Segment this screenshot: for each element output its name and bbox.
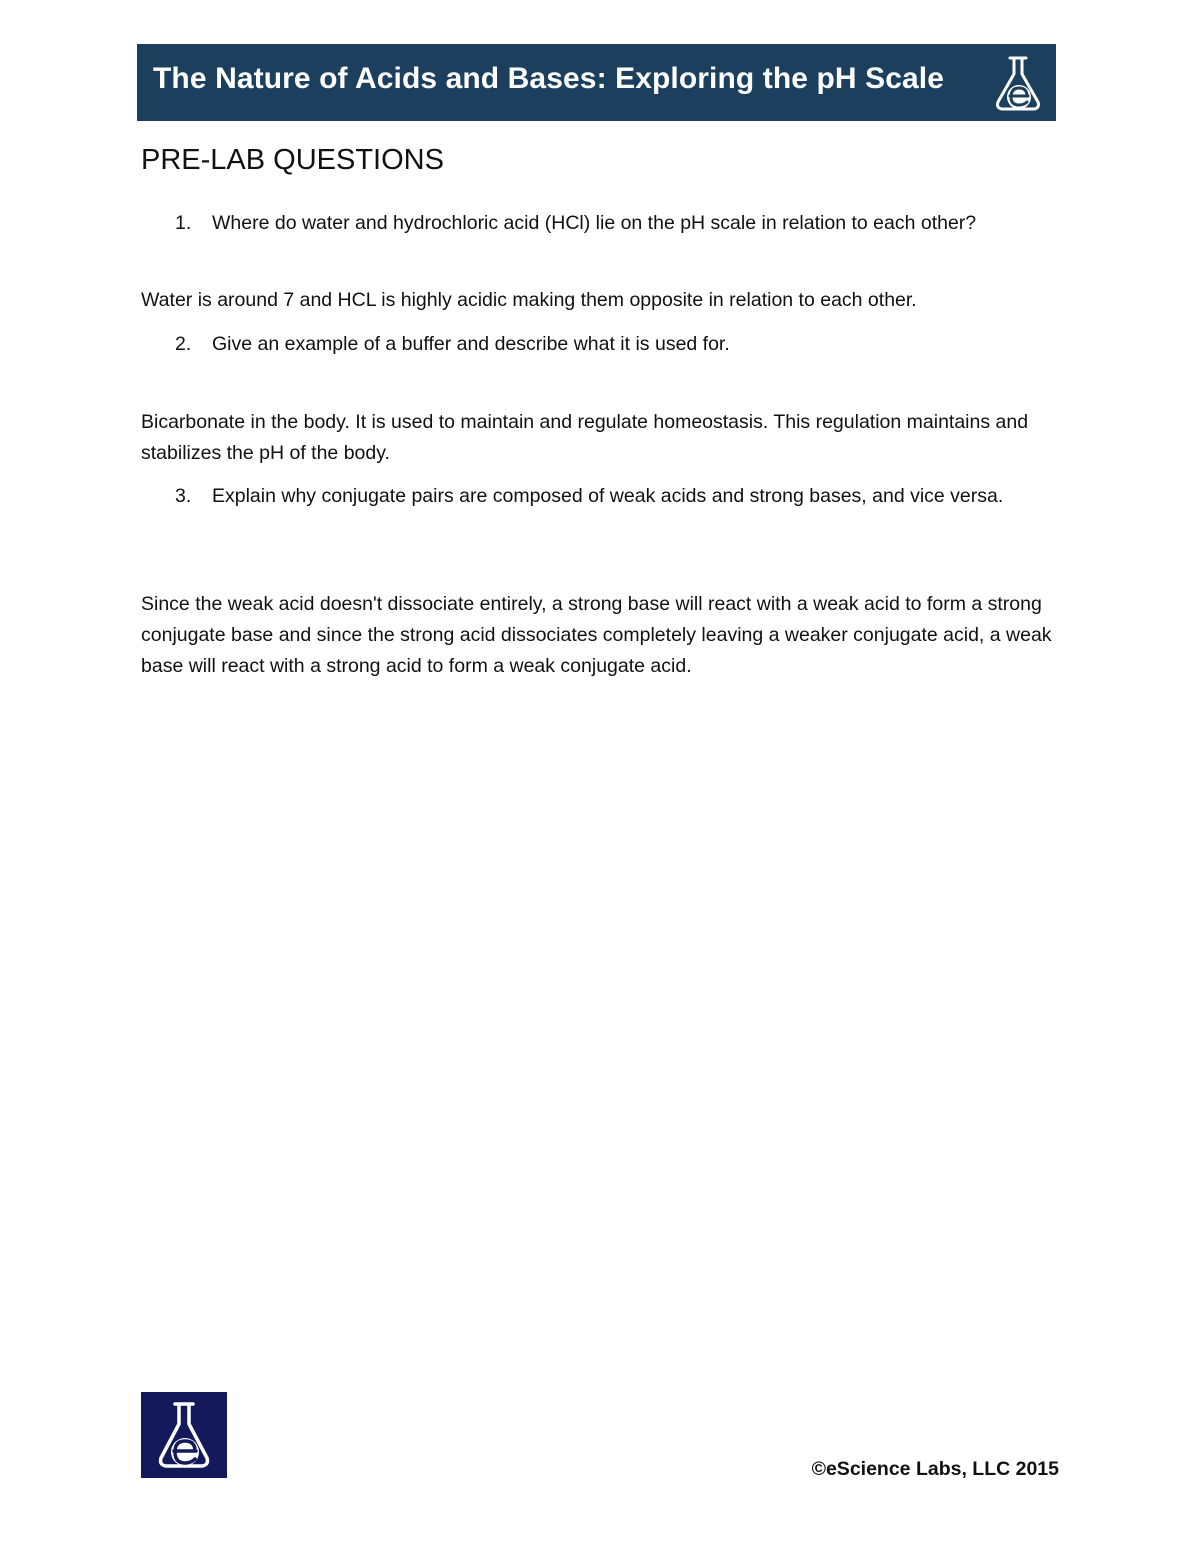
question-text: Explain why conjugate pairs are composed of weak acids and strong bases, and vice versa. [212, 485, 1004, 507]
question-2 [141, 329, 1061, 360]
section-title: PRE-LAB QUESTIONS [141, 144, 444, 176]
question-3 [141, 481, 1041, 512]
question-text: Give an example of a buffer and describe what it is used for. [212, 333, 730, 355]
question-number: 1. [175, 212, 192, 234]
question-number: 2. [175, 333, 192, 355]
question-text: Where do water and hydrochloric acid (HCl) lie on the pH scale in relation to each other? [212, 212, 977, 234]
question-1 [141, 208, 1061, 239]
footer-logo [141, 1392, 227, 1478]
answer-1: Water is around 7 and HCL is highly acidic making them opposite in relation to each other. [141, 289, 917, 311]
flask-e-logo-icon [141, 1392, 227, 1478]
flask-e-logo-icon [988, 52, 1048, 114]
header-banner [137, 44, 1056, 121]
answer-2: Bicarbonate in the body. It is used to maintain and regulate homeostasis. This regulation maintains and stabilizes the pH of the body. [141, 411, 1029, 464]
copyright-notice: ©eScience Labs, LLC 2015 [811, 1458, 1059, 1480]
answer-3: Since the weak acid doesn't dissociate entirely, a strong base will react with a weak acid to form a strong conjugate base and since the strong acid dissociates completely leaving a weaker conjugate acid, a weak base will react with a strong acid to form a weak conjugate acid. [141, 593, 1052, 677]
document-title: The Nature of Acids and Bases: Exploring the pH Scale [153, 62, 945, 95]
question-number: 3. [175, 485, 192, 507]
